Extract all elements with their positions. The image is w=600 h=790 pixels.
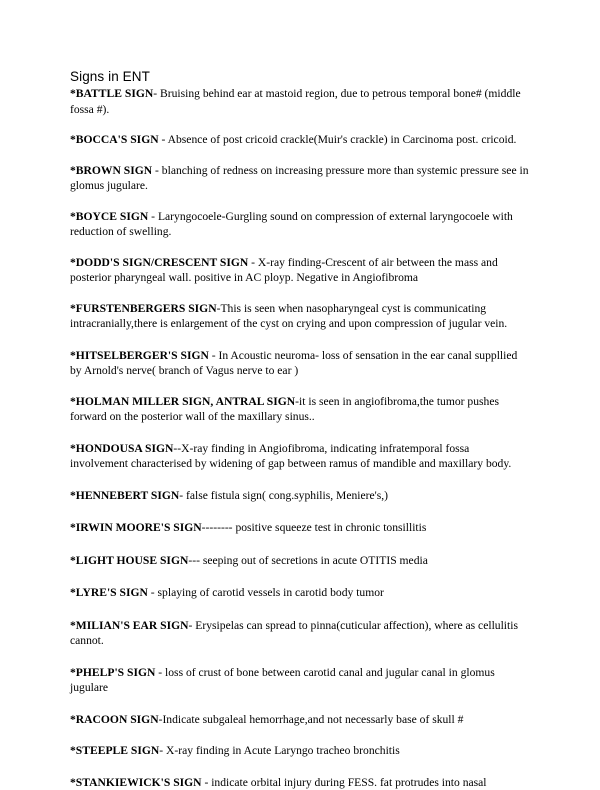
sign-name: *BOCCA'S SIGN bbox=[70, 133, 159, 146]
sign-entry-brown bbox=[70, 163, 530, 194]
sign-description: --X-ray finding in Angiofibroma, indicating infratemporal fossa involvement characterised by widening of gap between ramus of mandible and maxillary body. bbox=[70, 442, 511, 471]
sign-entry-boyce bbox=[70, 209, 530, 240]
sign-entry-holman-miller bbox=[70, 394, 530, 425]
sign-entry-hitselberger bbox=[70, 348, 530, 379]
sign-description: -This is seen when nasopharyngeal cyst is communicating intracranially,there is enlargement of the cyst on crying and upon compression of jugular vein. bbox=[70, 302, 507, 331]
sign-entry-milian bbox=[70, 618, 530, 649]
sign-description: - splaying of carotid vessels in carotid body tumor bbox=[148, 586, 384, 599]
sign-list bbox=[70, 86, 530, 790]
sign-name: *HONDOUSA SIGN bbox=[70, 442, 173, 455]
sign-description: --- seeping out of secretions in acute OTITIS media bbox=[188, 554, 428, 567]
page-title: Signs in ENT bbox=[70, 69, 150, 84]
sign-entry-steeple bbox=[70, 743, 530, 759]
sign-name: *BROWN SIGN bbox=[70, 164, 152, 177]
sign-description: - Erysipelas can spread to pinna(cuticular affection), where as cellulitis cannot. bbox=[70, 619, 518, 648]
sign-entry-stankiewick bbox=[70, 775, 530, 790]
sign-description: -it is seen in angiofibroma,the tumor pushes forward on the posterior wall of the maxillary sinus.. bbox=[70, 395, 499, 424]
sign-name: *HITSELBERGER'S SIGN bbox=[70, 349, 209, 362]
sign-entry-hondousa bbox=[70, 441, 530, 472]
sign-description: - false fistula sign( cong.syphilis, Meniere's,) bbox=[179, 489, 388, 502]
sign-entry-racoon bbox=[70, 712, 530, 728]
sign-entry-battle bbox=[70, 86, 530, 117]
sign-entry-light-house bbox=[70, 553, 530, 569]
sign-entry-hennebert bbox=[70, 488, 530, 504]
sign-entry-irwin-moore bbox=[70, 520, 530, 536]
sign-entry-lyre bbox=[70, 585, 530, 601]
sign-description: - X-ray finding-Crescent of air between the mass and posterior pharyngeal wall. positive in AC ployp. Negative in Angiofibroma bbox=[70, 256, 498, 285]
sign-entry-furstenberger bbox=[70, 301, 530, 332]
sign-description: -------- positive squeeze test in chronic tonsillitis bbox=[202, 521, 427, 534]
sign-name: *HENNEBERT SIGN bbox=[70, 489, 179, 502]
sign-name: *BATTLE SIGN bbox=[70, 87, 153, 100]
sign-description: - blanching of redness on increasing pressure more than systemic pressure see in glomus jugulare. bbox=[70, 164, 529, 193]
sign-name: *LIGHT HOUSE SIGN bbox=[70, 554, 188, 567]
sign-description: - In Acoustic neuroma- loss of sensation in the ear canal suppllied by Arnold's nerve( branch of Vagus nerve to ear ) bbox=[70, 349, 517, 378]
sign-name: *STEEPLE SIGN bbox=[70, 744, 159, 757]
sign-entry-phelp bbox=[70, 665, 530, 696]
sign-name: *IRWIN MOORE'S SIGN bbox=[70, 521, 202, 534]
sign-name: *PHELP'S SIGN bbox=[70, 666, 155, 679]
sign-name: *LYRE'S SIGN bbox=[70, 586, 148, 599]
sign-name: *BOYCE SIGN bbox=[70, 210, 148, 223]
sign-description: - Absence of post cricoid crackle(Muir's crackle) in Carcinoma post. cricoid. bbox=[159, 133, 517, 146]
sign-description: -Indicate subgaleal hemorrhage,and not necessarly base of skull # bbox=[159, 713, 464, 726]
sign-description: - Laryngocoele-Gurgling sound on compression of external laryngocoele with reduction of swelling. bbox=[70, 210, 513, 239]
sign-entry-dodd bbox=[70, 255, 530, 286]
sign-name: *FURSTENBERGERS SIGN bbox=[70, 302, 217, 315]
sign-name: *MILIAN'S EAR SIGN bbox=[70, 619, 189, 632]
sign-description: - Bruising behind ear at mastoid region, due to petrous temporal bone# (middle fossa #). bbox=[70, 87, 521, 116]
sign-description: - indicate orbital injury during FESS. fat protrudes into nasal bbox=[202, 776, 487, 789]
sign-name: *STANKIEWICK'S SIGN bbox=[70, 776, 202, 789]
sign-name: *RACOON SIGN bbox=[70, 713, 159, 726]
sign-name: *DODD'S SIGN/CRESCENT SIGN bbox=[70, 256, 248, 269]
sign-name: *HOLMAN MILLER SIGN, ANTRAL SIGN bbox=[70, 395, 295, 408]
sign-description: - loss of crust of bone between carotid canal and jugular canal in glomus jugulare bbox=[70, 666, 495, 695]
sign-description: - X-ray finding in Acute Laryngo tracheo bronchitis bbox=[159, 744, 400, 757]
sign-entry-bocca bbox=[70, 132, 530, 148]
